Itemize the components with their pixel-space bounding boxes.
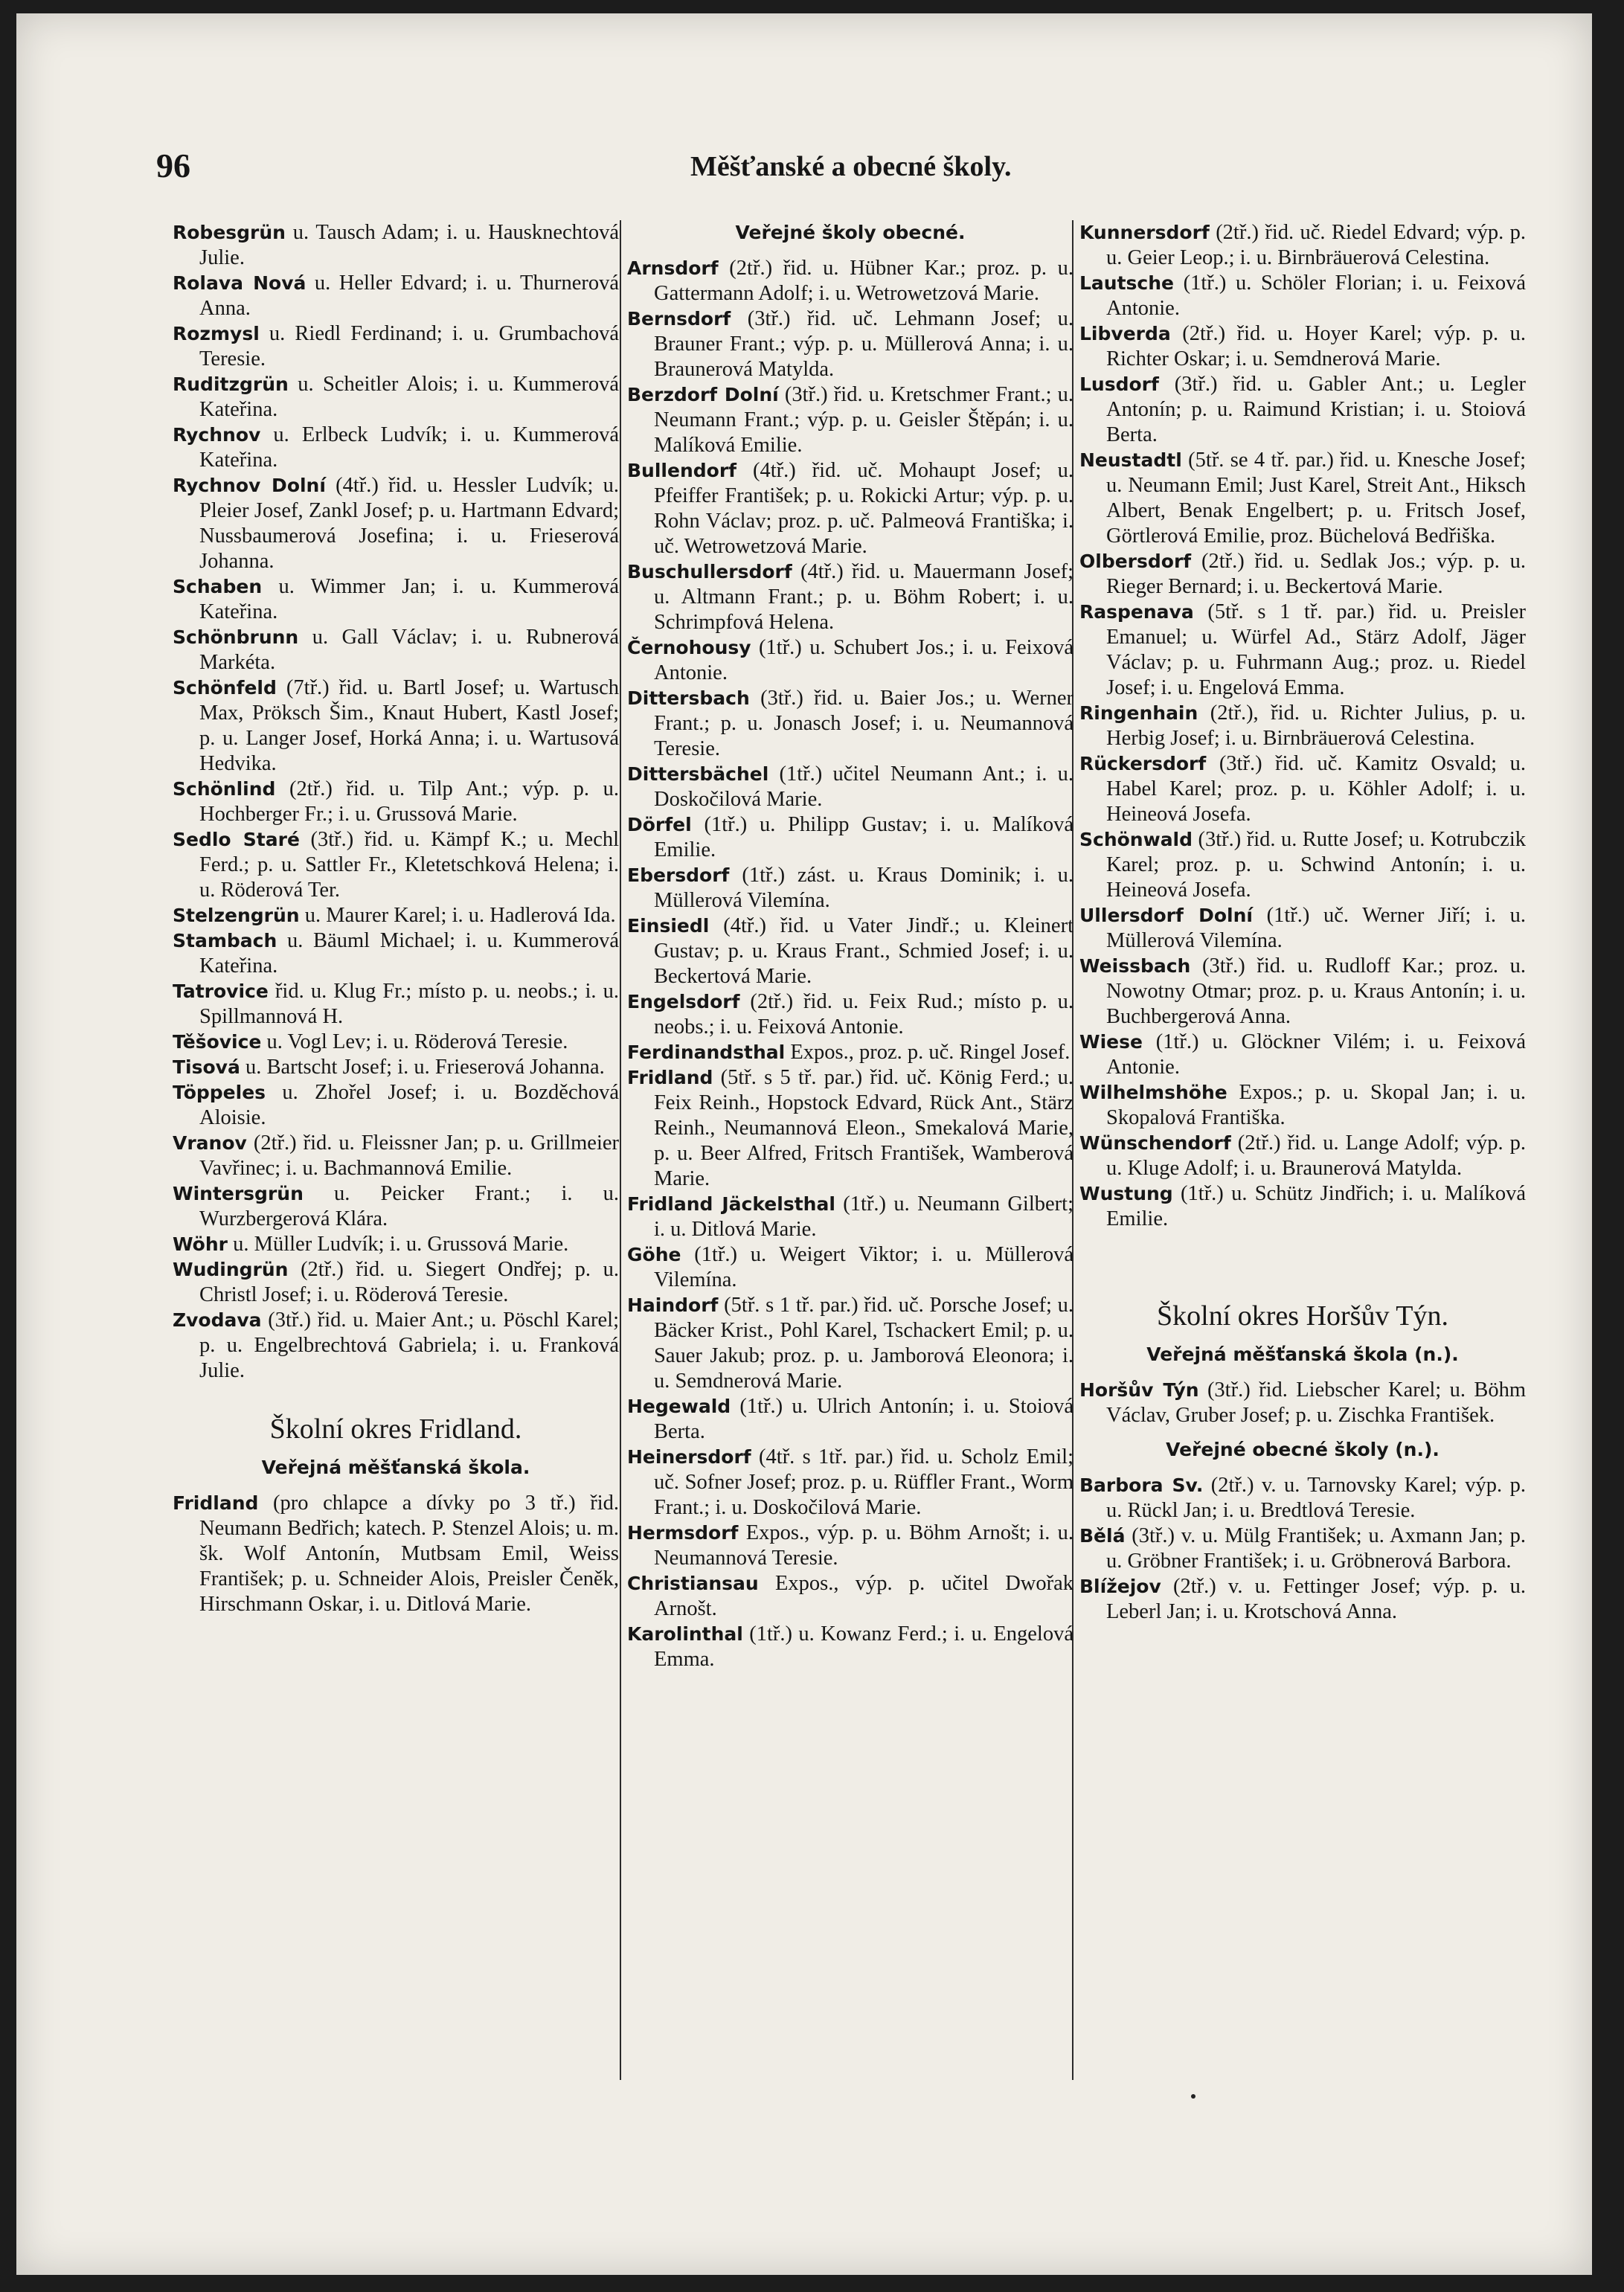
place-name: Bernsdorf <box>627 308 731 330</box>
entry-details: u. Vogl Lev; i. u. Röderová Teresie. <box>266 1030 568 1053</box>
place-name: Schaben <box>173 576 263 597</box>
entry-details: (2tř.) řid. u. Feix Rud.; místo p. u. neobs.; i. u. Feixová Antonie. <box>654 990 1074 1039</box>
place-name: Weissbach <box>1079 955 1191 977</box>
entry-details: (3tř.) řid. Liebscher Karel; u. Böhm Václav, Gruber Josef; p. u. Zischka František. <box>1106 1378 1527 1427</box>
directory-entry <box>1079 372 1526 448</box>
entry-details: (3tř.) řid. u. Baier Jos.; u. Werner Frant.; p. u. Jonasch Josef; i. u. Neumannová Teresie. <box>654 687 1073 760</box>
entry-details: (1tř.) učitel Neumann Ant.; i. u. Doskočilová Marie. <box>654 763 1073 811</box>
directory-entry <box>627 559 1073 635</box>
district-heading: Školní okres Horšův Týn. <box>1157 1300 1448 1332</box>
entry-details: u. Tausch Adam; i. u. Hausknechtová Julie. <box>199 221 619 269</box>
entry-details: (1tř.) u. Weigert Viktor; i. u. Müllerová Vilemína. <box>654 1243 1074 1291</box>
entry-details: (1tř.) u. Ulrich Antonín; i. u. Stoiová Berta. <box>654 1395 1074 1443</box>
place-name: Barbora Sv. <box>1079 1474 1204 1496</box>
entry-details: (1tř.) u. Neumann Gilbert; i. u. Ditlová Marie. <box>654 1192 1073 1241</box>
directory-entry <box>173 271 619 321</box>
page-header <box>156 146 1019 190</box>
entry-details: (5tř. s 5 tř. par.) řid. uč. König Ferd.; u. Feix Reinh., Hopstock Edvard, Rück Ant., Stärz Reinh., Neumannová Eleon., Smekalová Marie, p. u. Beer Alfred, Fritsch František, Wamberová Marie. <box>654 1066 1073 1190</box>
place-name: Vranov <box>173 1132 247 1154</box>
directory-entry <box>1079 751 1526 827</box>
entry-list <box>1079 1378 1526 1428</box>
entry-details: (2tř.) řid. u. Lange Adolf; výp. p. u. Kluge Adolf; i. u. Braunerová Matylda. <box>1106 1131 1526 1180</box>
entry-details: u. Erlbeck Ludvík; i. u. Kummerová Kateřina. <box>199 423 619 472</box>
directory-entry <box>1079 1131 1526 1181</box>
entry-details: (1tř.) u. Schöler Florian; i. u. Feixová Antonie. <box>1106 272 1527 320</box>
entry-details: (1tř.) u. Glöckner Vilém; i. u. Feixová Antonie. <box>1106 1030 1526 1079</box>
directory-entry <box>173 979 619 1030</box>
place-name: Berzdorf Dolní <box>627 384 779 405</box>
place-name: Buschullersdorf <box>627 561 792 582</box>
directory-entry <box>173 220 619 271</box>
entry-details: (5tř. s 1 tř. par.) řid. uč. Porsche Josef; u. Bäcker Krist., Pohl Karel, Tschackert Emil; p. u. Sauer Jakub; proz. p. u. Jamborová Eleonora; i. u. Semdnerová Marie. <box>654 1294 1074 1393</box>
place-name: Tisová <box>173 1056 240 1078</box>
directory-entry <box>173 1257 619 1308</box>
directory-entry <box>173 903 619 928</box>
entry-details: (1tř.) u. Schubert Jos.; i. u. Feixová Antonie. <box>654 636 1073 684</box>
place-name: Engelsdorf <box>627 991 740 1012</box>
entry-details: (3tř.) řid. uč. Kamitz Osvald; u. Habel Karel; proz. p. u. Köhler Adolf; i. u. Heineová Josefa. <box>1106 752 1527 826</box>
directory-entry <box>173 625 619 675</box>
entry-details: (2tř.) v. u. Fettinger Josef; výp. p. u. Leberl Jan; i. u. Krotschová Anna. <box>1106 1575 1526 1623</box>
place-name: Ringenhain <box>1079 702 1198 724</box>
entry-details: Expos.; p. u. Skopal Jan; i. u. Skopalová Františka. <box>1106 1081 1526 1129</box>
directory-entry <box>627 989 1073 1040</box>
directory-entry <box>173 372 619 423</box>
directory-entry <box>173 675 619 777</box>
directory-entry <box>627 1521 1073 1571</box>
ink-speck <box>1191 2094 1195 2099</box>
directory-entry <box>1079 954 1526 1030</box>
place-name: Schönlind <box>173 778 276 800</box>
place-name: Kunnersdorf <box>1079 222 1210 243</box>
district-heading: Školní okres Fridland. <box>269 1413 522 1445</box>
directory-entry <box>627 635 1073 686</box>
directory-entry <box>173 574 619 625</box>
entry-details: (3tř.) řid. u. Maier Ant.; u. Pöschl Karel; p. u. Engelbrechtová Gabriela; i. u. Franková Julie. <box>199 1309 619 1382</box>
entry-details: (4tř. s 1tř. par.) řid. u. Scholz Emil; uč. Sofner Josef; proz. p. u. Rüffler Frant., Worm Frant.; i. u. Doskočilová Marie. <box>654 1445 1073 1519</box>
entry-list <box>1079 220 1526 1232</box>
entry-details: u. Maurer Karel; i. u. Hadlerová Ida. <box>304 904 616 927</box>
directory-entry <box>1079 701 1526 751</box>
place-name: Blížejov <box>1079 1576 1161 1597</box>
place-name: Dittersbach <box>627 687 750 709</box>
place-name: Wustung <box>1079 1183 1173 1204</box>
directory-entry <box>1079 1030 1526 1080</box>
directory-entry <box>1079 903 1526 954</box>
directory-entry <box>173 1232 619 1257</box>
place-name: Wiese <box>1079 1031 1143 1053</box>
directory-entry <box>627 306 1073 382</box>
entry-details: (5tř. s 1 tř. par.) řid. u. Preisler Emanuel; u. Würfel Ad., Stärz Adolf, Jäger Václav; p. u. Fuhrmann Aug.; proz. u. Riedel Josef; i. u. Engelová Emma. <box>1106 600 1526 699</box>
entry-details: (1tř.) uč. Werner Jiří; i. u. Müllerová Vilemína. <box>1106 904 1526 952</box>
place-name: Rychnov Dolní <box>173 475 326 496</box>
entry-details: u. Gall Václav; i. u. Rubnerová Markéta. <box>199 626 620 674</box>
place-name: Ruditzgrün <box>173 373 289 395</box>
entry-details: (1tř.) zást. u. Kraus Dominik; i. u. Müllerová Vilemína. <box>654 864 1074 912</box>
place-name: Lusdorf <box>1079 373 1159 395</box>
directory-entry <box>627 1065 1073 1192</box>
entry-details: (2tř.), řid. u. Richter Julius, p. u. Herbig Josef; i. u. Birnbräuerová Celestina. <box>1106 702 1526 750</box>
directory-entry <box>173 827 619 903</box>
entry-details: u. Zhořel Josef; i. u. Bozděchová Aloisie. <box>199 1081 620 1129</box>
place-name: Schönbrunn <box>173 626 299 648</box>
section-heading: Veřejná měšťanská škola. <box>261 1457 530 1478</box>
place-name: Horšův Týn <box>1079 1379 1199 1401</box>
directory-entry <box>627 256 1073 306</box>
directory-entry <box>627 382 1073 458</box>
directory-entry <box>1079 1524 1526 1574</box>
entry-details: u. Peicker Frant.; i. u. Wurzbergerová Klára. <box>199 1182 619 1230</box>
place-name: Rozmysl <box>173 323 260 344</box>
place-name: Christiansau <box>627 1573 759 1594</box>
directory-entry <box>627 863 1073 914</box>
directory-entry <box>1079 1574 1526 1625</box>
directory-entry <box>173 928 619 979</box>
directory-entry <box>627 1622 1073 1672</box>
directory-entry <box>1079 271 1526 321</box>
entry-details: (2tř.) řid. u. Tilp Ant.; výp. p. u. Hochberger Fr.; i. u. Grussová Marie. <box>199 777 620 826</box>
directory-entry <box>1079 1080 1526 1131</box>
place-name: Dörfel <box>627 814 692 835</box>
entry-details: (1tř.) u. Kowanz Ferd.; i. u. Engelová Emma. <box>654 1622 1074 1671</box>
directory-entry <box>173 1491 619 1617</box>
place-name: Fridland Jäckelsthal <box>627 1193 835 1215</box>
directory-entry <box>173 321 619 372</box>
place-name: Hermsdorf <box>627 1522 739 1544</box>
place-name: Töppeles <box>173 1082 266 1103</box>
place-name: Ullersdorf Dolní <box>1079 905 1253 926</box>
place-name: Fridland <box>627 1067 713 1088</box>
place-name: Olbersdorf <box>1079 550 1192 572</box>
entry-details: u. Wimmer Jan; i. u. Kummerová Kateřina. <box>199 575 619 623</box>
entry-details: (2tř.) řid. u. Hoyer Karel; výp. p. u. Richter Oskar; i. u. Semdnerová Marie. <box>1106 322 1527 370</box>
place-name: Stelzengrün <box>173 905 300 926</box>
directory-entry <box>173 1308 619 1384</box>
section-heading: Veřejné obecné školy (n.). <box>1166 1439 1440 1460</box>
place-name: Robesgrün <box>173 222 286 243</box>
place-name: Göhe <box>627 1244 681 1265</box>
directory-entry <box>627 914 1073 989</box>
entry-details: řid. u. Klug Fr.; místo p. u. neobs.; i. u. Spillmannová H. <box>199 980 619 1028</box>
entry-details: u. Scheitler Alois; i. u. Kummerová Kateřina. <box>199 373 620 421</box>
place-name: Haindorf <box>627 1294 719 1316</box>
entry-details: (7tř.) řid. u. Bartl Josef; u. Wartusch Max, Pröksch Šim., Knaut Hubert, Kastl Josef; p. u. Langer Josef, Horká Anna; i. u. Wartusová Hedvika. <box>199 676 620 775</box>
place-name: Schönwald <box>1079 829 1193 850</box>
column-3 <box>1079 220 1526 1625</box>
entry-details: Expos., proz. p. uč. Ringel Josef. <box>790 1041 1071 1064</box>
entry-details: Expos., výp. p. u. Böhm Arnošt; i. u. Neumannová Teresie. <box>654 1521 1074 1570</box>
entry-list <box>173 220 619 1384</box>
entry-details: (2tř.) řid. u. Fleissner Jan; p. u. Grillmeier Vavřinec; i. u. Bachmannová Emilie. <box>199 1131 619 1180</box>
place-name: Einsiedl <box>627 915 710 937</box>
section-heading: Veřejná měšťanská škola (n.). <box>1146 1344 1459 1365</box>
entry-details: (2tř.) v. u. Tarnovsky Karel; výp. p. u. Rückl Jan; i. u. Bredtlová Teresie. <box>1106 1474 1526 1522</box>
entry-details: (2tř.) řid. uč. Riedel Edvard; výp. p. u. Geier Leop.; i. u. Birnbräuerová Celestina. <box>1106 221 1527 269</box>
place-name: Heinersdorf <box>627 1446 751 1468</box>
place-name: Rückersdorf <box>1079 753 1207 774</box>
entry-details: (3tř.) řid. u. Gabler Ant.; u. Legler Antonín; p. u. Raimund Kristian; i. u. Stoiová Berta. <box>1106 373 1526 446</box>
place-name: Stambach <box>173 930 277 951</box>
place-name: Ebersdorf <box>627 864 730 886</box>
place-name: Rychnov <box>173 424 261 446</box>
entry-list <box>627 256 1073 1672</box>
column-1 <box>173 220 619 1617</box>
place-name: Lautsche <box>1079 272 1175 294</box>
entry-details: (pro chlapce a dívky po 3 tř.) řid. Neumann Bedřich; katech. P. Stenzel Alois; u. m. šk. Wolf Antonín, Mutbsam Emil, Weiss František; p. u. Schneider Alois, Preisler Čeněk, Hirschmann Oskar, i. u. Ditlová Marie. <box>199 1492 620 1616</box>
place-name: Fridland <box>173 1492 259 1514</box>
directory-entry <box>1079 220 1526 271</box>
entry-details: (4tř.) řid. u Vater Jindř.; u. Kleinert Gustav; p. u. Kraus Frant., Schmied Josef; i. u. Beckertová Marie. <box>654 914 1073 988</box>
directory-entry <box>173 1181 619 1232</box>
directory-entry <box>1079 827 1526 903</box>
running-title: Měšťanské a obecné školy. <box>690 151 1012 182</box>
entry-details: (3tř.) řid. u. Kämpf K.; u. Mechl Ferd.; p. u. Sattler Fr., Kletetschková Helena; i. u. Röderová Ter. <box>199 828 620 902</box>
entry-details: u. Riedl Ferdinand; i. u. Grumbachová Teresie. <box>199 322 619 370</box>
directory-entry <box>627 1293 1073 1394</box>
place-name: Bělá <box>1079 1525 1126 1547</box>
entry-details: (3tř.) řid. u. Kretschmer Frant.; u. Neumann Frant.; výp. p. u. Geisler Štěpán; i. u. Malíková Emilie. <box>654 383 1074 457</box>
directory-entry <box>1079 1181 1526 1232</box>
place-name: Bullendorf <box>627 460 737 481</box>
entry-details: (2tř.) řid. u. Sedlak Jos.; výp. p. u. Rieger Bernard; i. u. Beckertová Marie. <box>1106 550 1527 598</box>
place-name: Sedlo Staré <box>173 829 300 850</box>
entry-details: (2tř.) řid. u. Hübner Kar.; proz. p. u. Gattermann Adolf; i. u. Wetrowetzová Marie. <box>654 257 1073 305</box>
entry-details: (3tř.) v. u. Mülg František; u. Axmann Jan; p. u. Gröbner František; i. u. Gröbnerová Barbora. <box>1106 1524 1526 1573</box>
entry-details: (2tř.) řid. u. Siegert Ondřej; p. u. Christl Josef; i. u. Röderová Teresie. <box>199 1258 620 1306</box>
entry-details: (3tř.) řid. u. Rudloff Kar.; proz. u. Nowotny Otmar; proz. p. u. Kraus Antonín; i. u. Buchbergerová Anna. <box>1106 954 1526 1028</box>
place-name: Dittersbächel <box>627 763 769 785</box>
directory-entry <box>627 812 1073 863</box>
entry-details: (3tř.) řid. uč. Lehmann Josef; u. Brauner Frant.; výp. p. u. Müllerová Anna; i. u. Braunerová Matylda. <box>654 307 1073 381</box>
place-name: Hegewald <box>627 1396 731 1417</box>
directory-entry <box>1079 549 1526 600</box>
place-name: Raspenava <box>1079 601 1194 623</box>
directory-entry <box>627 458 1073 559</box>
entry-details: (3tř.) řid. u. Rutte Josef; u. Kotrubczik Karel; proz. p. u. Schwind Antonín; i. u. Heineová Josefa. <box>1106 828 1527 902</box>
entry-details: (4tř.) řid. u. Mauermann Josef; u. Altmann Frant.; p. u. Böhm Robert; i. u. Schrimpfová Helena. <box>654 560 1073 634</box>
directory-entry <box>1079 1473 1526 1524</box>
directory-entry <box>627 1571 1073 1622</box>
directory-entry <box>627 686 1073 762</box>
place-name: Neustadtl <box>1079 449 1182 471</box>
place-name: Wünschendorf <box>1079 1132 1231 1154</box>
place-name: Schönfeld <box>173 677 277 699</box>
entry-details: u. Bartscht Josef; i. u. Frieserová Johanna. <box>245 1056 605 1079</box>
directory-entry <box>173 1131 619 1181</box>
directory-entry <box>1079 1378 1526 1428</box>
place-name: Černohousy <box>627 637 751 658</box>
entry-details: u. Heller Edvard; i. u. Thurnerová Anna. <box>199 272 619 320</box>
directory-entry <box>1079 600 1526 701</box>
entry-details: (4tř.) řid. u. Hessler Ludvík; u. Pleier Josef, Zankl Josef; p. u. Hartmann Edvard; Nussbaumerová Josefina; i. u. Frieserová Johanna. <box>199 474 619 573</box>
entry-details: u. Müller Ludvík; i. u. Grussová Marie. <box>233 1233 569 1256</box>
directory-entry <box>173 473 619 574</box>
directory-entry <box>1079 448 1526 549</box>
directory-entry <box>173 777 619 827</box>
entry-details: (1tř.) u. Philipp Gustav; i. u. Malíková Emilie. <box>654 813 1073 861</box>
entry-details: Expos., výp. p. učitel Dwořak Arnošt. <box>654 1572 1074 1620</box>
place-name: Arnsdorf <box>627 257 719 279</box>
directory-entry <box>627 1192 1073 1242</box>
entry-details: (5tř. se 4 tř. par.) řid. u. Knesche Josef; u. Neumann Emil; Just Karel, Streit Ant., Hiksch Albert, Benak Engelbert; p. u. Fritsch Josef, Görtlerová Emilie, proz. Büchelová Bedřiška. <box>1106 449 1526 548</box>
directory-entry <box>173 423 619 473</box>
directory-entry <box>173 1080 619 1131</box>
directory-entry <box>627 1040 1073 1065</box>
place-name: Wilhelmshöhe <box>1079 1082 1227 1103</box>
directory-entry <box>627 1242 1073 1293</box>
place-name: Libverda <box>1079 323 1171 344</box>
place-name: Karolinthal <box>627 1623 743 1645</box>
column-divider <box>620 220 621 2080</box>
place-name: Wintersgrün <box>173 1183 304 1204</box>
column-2 <box>627 220 1073 1672</box>
place-name: Ferdinandsthal <box>627 1041 786 1063</box>
page-number: 96 <box>156 147 190 184</box>
place-name: Rolava Nová <box>173 272 306 294</box>
entry-list <box>173 1491 619 1617</box>
directory-entry <box>1079 321 1526 372</box>
place-name: Tatrovice <box>173 980 269 1002</box>
entry-details: (1tř.) u. Schütz Jindřich; i. u. Malíková Emilie. <box>1106 1182 1527 1230</box>
place-name: Těšovice <box>173 1031 262 1053</box>
place-name: Wöhr <box>173 1233 228 1255</box>
place-name: Wudingrün <box>173 1259 289 1280</box>
directory-entry <box>627 1394 1073 1445</box>
spacer <box>1079 1232 1526 1271</box>
entry-details: u. Bäuml Michael; i. u. Kummerová Kateřina. <box>199 929 619 978</box>
directory-entry <box>627 1445 1073 1521</box>
directory-entry <box>173 1030 619 1055</box>
directory-entry <box>627 762 1073 812</box>
directory-entry <box>173 1055 619 1080</box>
entry-details: (4tř.) řid. uč. Mohaupt Josef; u. Pfeiffer František; p. u. Rokicki Artur; výp. p. u. Rohn Václav; proz. p. uč. Palmeová Františka; i. uč. Wetrowetzová Marie. <box>654 459 1073 558</box>
place-name: Zvodava <box>173 1309 262 1331</box>
section-heading: Veřejné školy obecné. <box>735 222 966 243</box>
entry-list <box>1079 1473 1526 1625</box>
